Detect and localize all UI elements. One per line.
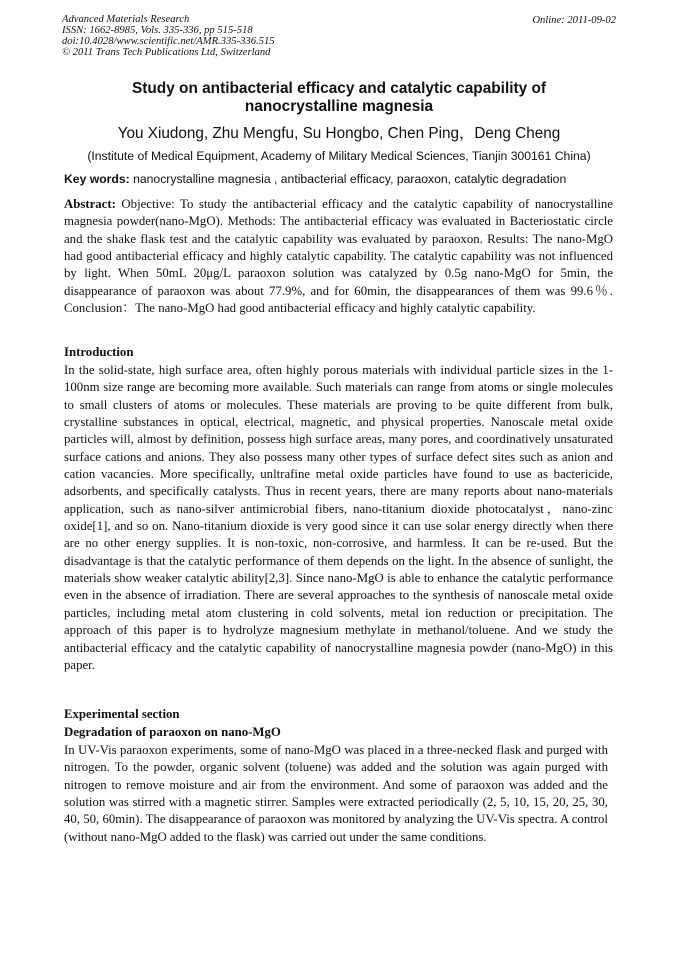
doi-line: doi:10.4028/www.scientific.net/AMR.335-336.515 — [62, 36, 275, 47]
abstract-text: Objective: To study the antibacterial efficacy and the catalytic capability of nanocrystalline magnesia powder(nano-MgO). Methods: The antibacterial efficacy was evaluated in Bacteriostatic circle and the shake flask test and the catalytic capability was evaluated by paraoxon. Results: The nano-MgO had good antibacterial efficacy and highly catalytic capability. The catalytic capability was not influenced by light. When 50mL 20μg/L paraoxon solution was catalyzed by 0.5g nano-MgO for 5min, the disappearance of paraoxon was about 77.9%, and for 60min, the disappearances of them was 99.6％. Conclusion：The nano-MgO had good antibacterial efficacy and highly catalytic capability. — [64, 197, 613, 316]
introduction-text: In the solid-state, high surface area, often highly porous materials with individual particle sizes in the 1-100nm size range are becoming more available. Such materials can range from atoms or single molecules to small clusters of atoms or molecules. These materials are proving to be quite different from bulk, crystalline substances in optical, electrical, magnetic, and physical properties. Nanoscale metal oxide particles will, almost by definition, possess high surface areas, many pores, and coordinatively unsaturated surface cations and anions. They also possess many other types of surface defect sites such as anion and cation vacancies. More specifically, unltrafine metal oxide particles have found to use as bactericide, adsorbents, and specifically catalysts. Thus in recent years, there are many reports about nano-materials application, such as nano-silver antimicrobial fibers, nano-titanium dioxide photocatalyst，nano-zinc oxide[1], and so on. Nano-titanium dioxide is very good since it can use solar energy directly when there are no other energy supplies. It is non-toxic, non-corrosive, and harmless. It can be re-used. But the disadvantage is that the catalytic performance of them depends on the light. In the absence of sunlight, the materials show weaker catalytic ability[2,3]. Since nano-MgO is able to enhance the catalytic performance even in the absence of irradiation. There are several approaches to the synthesis of nanoscale metal oxide particles, including metal atom clustering in cold solvents, metal ion reduction or precipitation. The approach of this paper is to hydrolyze magnesium methylate in methanol/toluene. And we study the antibacterial efficacy and the catalytic capability of nanocrystalline magnesia powder (nano-MgO) in this paper. — [64, 363, 613, 672]
title-line-2: nanocrystalline magnesia — [244, 98, 434, 115]
issn-line: ISSN: 1662-8985, Vols. 335-336, pp 515-518 — [62, 25, 253, 36]
abstract — [64, 196, 613, 317]
abstract-label: Abstract: — [64, 197, 116, 211]
journal-header — [62, 14, 275, 58]
experimental-heading: Experimental section — [64, 707, 180, 721]
introduction-heading: Introduction — [64, 345, 134, 359]
keywords-text: nanocrystalline magnesia , antibacterial efficacy, paraoxon, catalytic degradation — [129, 172, 567, 186]
authors: You Xiudong, Zhu Mengfu, Su Hongbo, Chen Ping，Deng Cheng — [117, 125, 561, 142]
journal-name: Advanced Materials Research — [62, 14, 190, 25]
copyright-line: © 2011 Trans Tech Publications Ltd, Switzerland — [62, 47, 271, 58]
online-date: Online: 2011-09-02 — [532, 15, 616, 26]
keywords — [64, 172, 616, 186]
title-line-1: Study on antibacterial efficacy and catalytic capability of — [132, 80, 546, 97]
keywords-label: Key words: — [64, 172, 130, 186]
degradation-subheading: Degradation of paraoxon on nano-MgO — [64, 725, 281, 739]
affiliation: (Institute of Medical Equipment, Academy of Military Medical Sciences, Tianjin 300161 China) — [87, 149, 591, 163]
experimental-text: In UV-Vis paraoxon experiments, some of nano-MgO was placed in a three-necked flask and purged with nitrogen. To the powder, organic solvent (toluene) was added and the solution was again purged with nitrogen to remove moisture and air from the environment. And some of paraoxon was added and the solution was stirred with a magnetic stirrer. Samples were extracted periodically (2, 5, 10, 15, 20, 25, 30, 40, 50, 60min). The disappearance of paraoxon was monitored by analyzing the UV-Vis spectra. A control (without nano-MgO added to the flask) was carried out under the same conditions. — [64, 743, 608, 844]
paper-title — [62, 80, 616, 116]
